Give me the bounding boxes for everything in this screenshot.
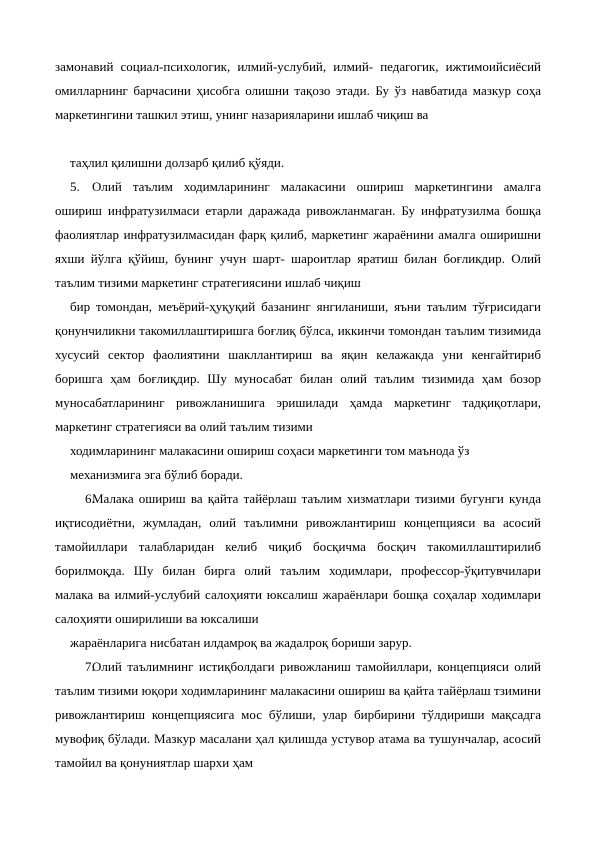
list-item-7 xyxy=(55,655,541,775)
text-line xyxy=(55,463,541,487)
paragraph-2 xyxy=(55,295,541,439)
text-line xyxy=(55,151,541,175)
item-text: Олий таълимнинг истиқболдаги ривожланиш тамойиллари, концепцияси олий таълим тизими юқори ходимларининг малакасини ошириш ва қайта тайёрлаш тзимини ривожлантириш концепциясига мос бўлиши, улар бирбирини тўлдириши мақсадга мувофиқ бўлади. Мазкур масалани ҳал қилишда устувор атама ва тушунчалар, асосий тамойил ва қонуниятлар шархи ҳам xyxy=(55,659,541,770)
item-number: 7. xyxy=(85,659,95,674)
paragraph-1 xyxy=(55,55,541,151)
line-text: ходимларининг малакасини ошириш соҳаси маркетинги том маънода ўз xyxy=(70,443,470,458)
line-text: механизмига эга бўлиб боради. xyxy=(70,467,243,482)
item-text: Малака ошириш ва қайта тайёрлаш таълим хизматлари тизими бугунги кунда иқтисодиётни, жумладан, олий таълимни ривожлантириш концепцияси ва асосий тамойиллари талабларидан келиб чиқиб босқичма босқич такомиллаштирилиб борилмоқда. Шу билан бирга олий таълим ходимлари, профессор-ўқитувчилари малака ва илмий-услубий салоҳияти юксалиш жараёнлари бошқа соҳалар ходимлари салоҳияти оширилиши ва юксалиши xyxy=(55,491,541,626)
document-page xyxy=(55,55,541,775)
item-number: 5. xyxy=(70,179,80,194)
item-number: 6. xyxy=(85,491,95,506)
text-line xyxy=(55,631,541,655)
paragraph-text: бир томондан, меъёрий-ҳуқуқий базанинг янгиланиши, яъни таълим тўғрисидаги қонунчиликни такомиллаштиришга боғлиқ бўлса, иккинчи томондан таълим тизимида хусусий сектор фаолиятини шакллантириш ва яқин келажакда уни кенгайтириб боришга ҳам боғлиқдир. Шу муносабат билан олий таълим тизимида ҳам бозор муносабатларининг ривожланишига эришилади ҳамда маркетинг тадқиқотлари, маркетинг стратегияси ва олий таълим тизими xyxy=(55,299,541,434)
line-text: жараёнларига нисбатан илдамроқ ва жадалроқ бориши зарур. xyxy=(70,635,412,650)
line-text: таҳлил қилишни долзарб қилиб қўяди. xyxy=(70,155,285,170)
item-text: Олий таълим ходимларининг малакасини ошириш маркетингини амалга ошириш инфратузилмаси етарли даражада ривожланмаган. Бу инфратузилма бошқа фаолиятлар инфратузилмасидан фарқ қилиб, маркетинг жараёнини амалга оширишни яхши йўлга қўйиш, бунинг учун шарт- шароитлар яратиш билан боғликдир. Олий таълим тизими маркетинг стратегиясини ишлаб чиқиш xyxy=(55,179,541,290)
list-item-6 xyxy=(55,487,541,631)
paragraph-text: замонавий социал-психологик, илмий-услубий, илмий- педагогик, ижтимоийсиёсий омилларнинг барчасини ҳисобга олишни тақозо этади. Бу ўз навбатида мазкур соҳа маркетингини ташкил этиш, унинг назарияларини ишлаб чиқиш ва xyxy=(55,59,541,122)
text-line xyxy=(55,439,541,463)
list-item-5 xyxy=(55,175,541,295)
